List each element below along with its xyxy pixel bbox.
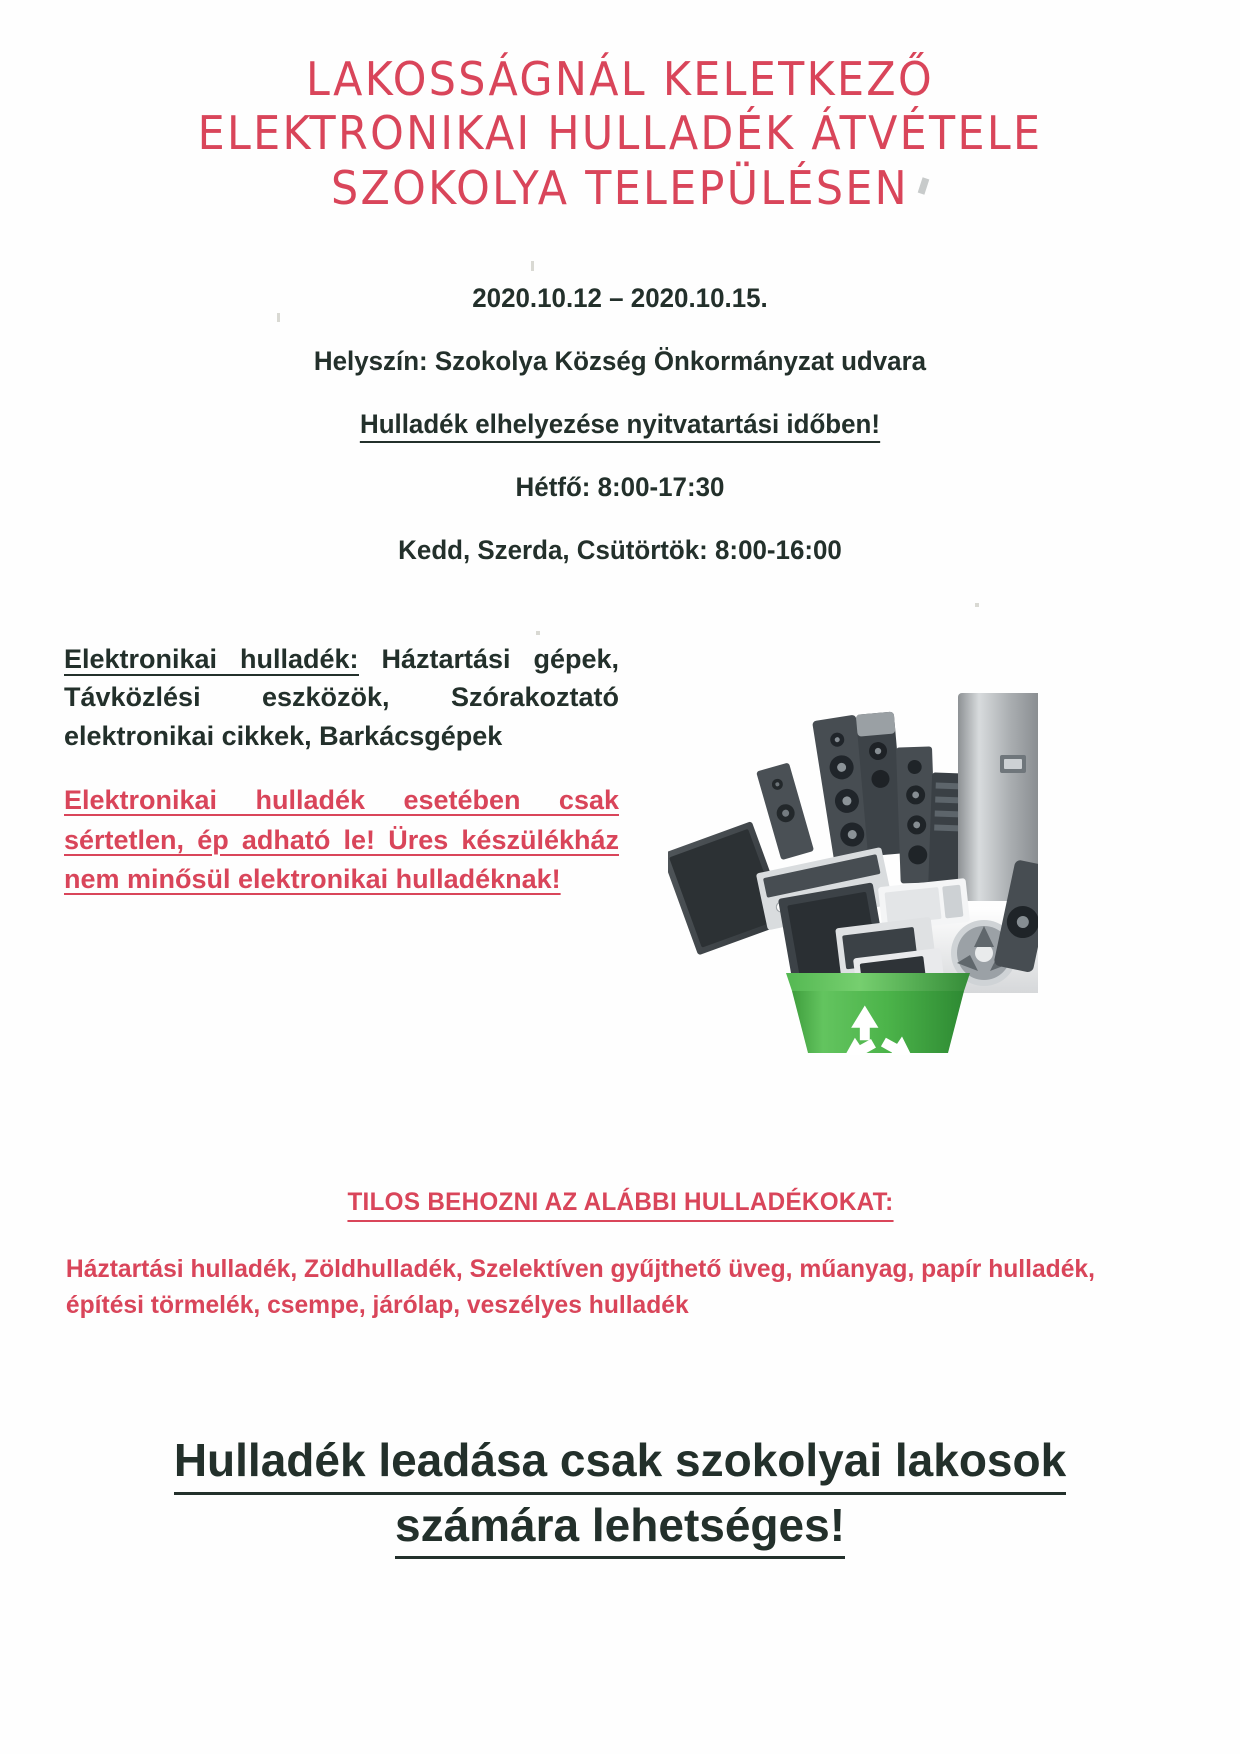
drop-off-note <box>82 411 1157 438</box>
green-recycling-bin-with-electronic-waste-image <box>668 655 1038 1055</box>
title-line-1: LAKOSSÁGNÁL KELETKEZŐ <box>306 52 934 106</box>
date-range: 2020.10.12 – 2020.10.15. <box>472 283 768 313</box>
forbidden-waste-list: Háztartási hulladék, Zöldhulladék, Szelektíven gyűjthető üveg, műanyag, papír hulladék, építési törmelék, csempe, járólap, veszélyes hulladék <box>65 1255 1095 1319</box>
recycling-bin <box>786 973 970 1055</box>
accepted-waste-label: Elektronikai hulladék: <box>64 644 359 674</box>
footer-line-2-text: számára lehetséges! <box>395 1495 845 1560</box>
residents-only-notice <box>60 1430 1180 1559</box>
hours-tue-thu: Kedd, Szerda, Csütörtök: 8:00-16:00 <box>398 535 842 565</box>
scan-artifact <box>536 631 540 635</box>
title-line-3: SZOKOLYA TELEPÜLÉSEN <box>330 160 910 215</box>
accepted-waste-paragraph <box>64 640 619 755</box>
drop-off-note-text: Hulladék elhelyezése nyitvatartási időben! <box>360 409 880 443</box>
hours-monday: Hétfő: 8:00-17:30 <box>515 472 725 502</box>
event-details <box>60 285 1180 600</box>
appliance-speaker-small <box>756 762 814 860</box>
title-line-2: ELEKTRONIKAI HULLADÉK ÁTVÉTELE <box>197 106 1043 161</box>
footer-line-2 <box>60 1495 1180 1560</box>
scan-artifact <box>975 603 979 607</box>
footer-line-1 <box>60 1430 1180 1495</box>
venue-line: Helyszín: Szokolya Község Önkormányzat udvara <box>313 346 927 376</box>
accepted-waste-items: Háztartási gépek, Távközlési eszközök, Szórakoztató elektronikai cikkek, Barkácsgépek <box>64 644 619 751</box>
scan-artifact <box>531 261 534 271</box>
forbidden-waste-title: TILOS BEHOZNI AZ ALÁBBI HULLADÉKOKAT: <box>347 1188 893 1222</box>
forbidden-waste-section <box>60 1188 1180 1323</box>
footer-line-1-text: Hulladék leadása csak szokolyai lakosok <box>174 1430 1066 1495</box>
page-title <box>60 52 1180 215</box>
condition-warning-paragraph: Elektronikai hulladék esetében csak sértetlen, ép adható le! Üres készülékház nem minősül elektronikai hulladéknak! <box>64 784 619 895</box>
waste-description-column <box>64 640 619 900</box>
